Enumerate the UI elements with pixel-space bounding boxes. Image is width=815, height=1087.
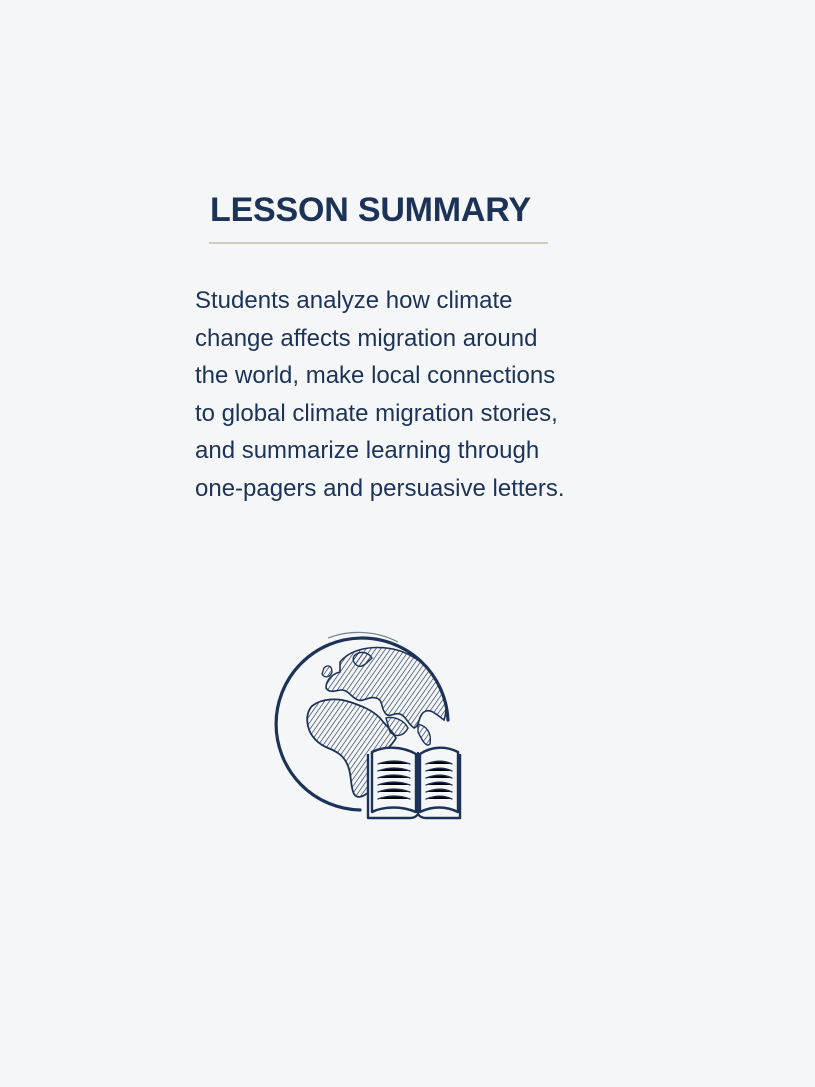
section-heading: LESSON SUMMARY <box>210 191 531 229</box>
heading-divider <box>209 242 548 244</box>
globe-with-open-book-icon <box>268 628 468 828</box>
summary-text: Students analyze how climate change affects migration around the world, make local connections to global climate migration stories, and summarize learning through one-pagers and persuasive letters. <box>195 287 565 502</box>
